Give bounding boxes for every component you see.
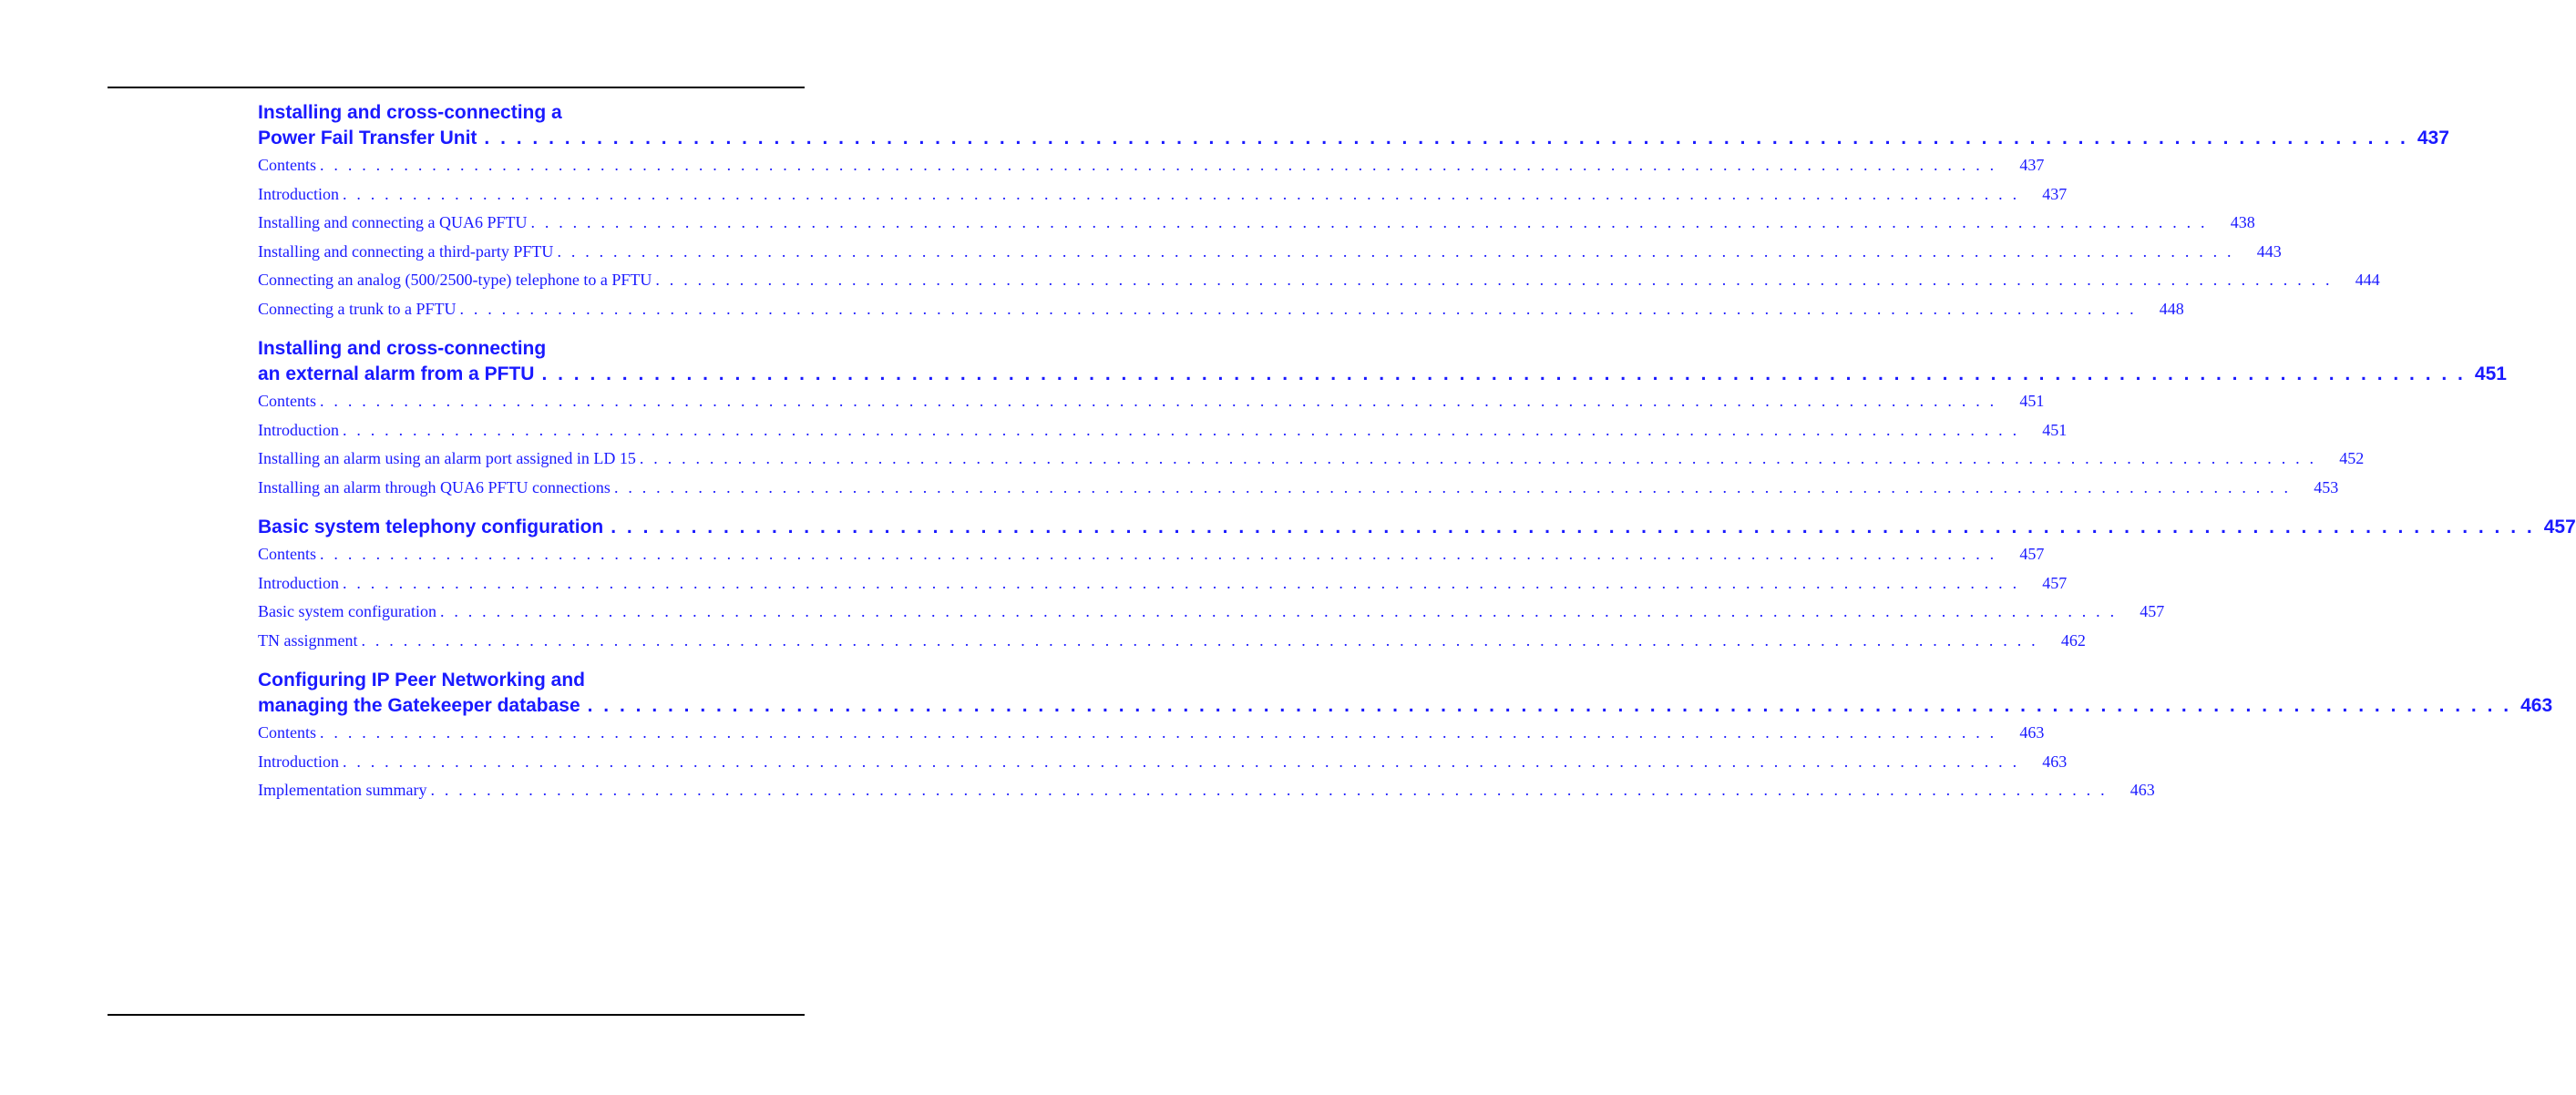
toc-entry-page-number: 463 <box>2042 752 2068 771</box>
dot-leader: . . . . . . . . . . . . . . . . . . . . . . . . . . . . . . . . . . . . . . . . . . . . . . . . . . . . . . . . . . . . . . . . . . . . . . . . . . . . . . . . . . . . . . . . . . . . . . . . . . . . . . . . . . . . . . . . . . . . . . . . <box>320 392 1997 410</box>
section-heading[interactable] <box>258 668 2553 719</box>
toc-entry-page-number: 463 <box>2019 723 2045 742</box>
toc-section <box>258 100 2449 323</box>
toc-section <box>258 336 2507 502</box>
section-heading-line: Basic system telephony configuration <box>258 517 604 537</box>
toc-entry-page-number: 452 <box>2339 449 2365 467</box>
dot-leader: . . . . . . . . . . . . . . . . . . . . . . . . . . . . . . . . . . . . . . . . . . . . . . . . . . . . . . . . . . . . . . . . . . . . . . . . . . . . . . . . . . . . . . . . . . . . . . . . . . . . . . . . . . . . . . . . . . . . . . . . <box>430 781 2108 799</box>
toc-entry-label: TN assignment <box>258 630 358 650</box>
section-page-number: 457 <box>2543 517 2576 537</box>
dot-leader: . . . . . . . . . . . . . . . . . . . . . . . . . . . . . . . . . . . . . . . . . . . . . . . . . . . . . . . . . . . . . . . . . . . . . . . . . . . . . . . . . . . . . . . . . . . . . . . . . . . . . . . . . . . . . . . . . . . . . . . . <box>611 517 2535 537</box>
toc-entry-label: Connecting a trunk to a PFTU <box>258 299 457 318</box>
footer-rule <box>108 1014 805 1016</box>
toc-entry[interactable] <box>258 474 2339 503</box>
section-heading-line: Installing and cross-connecting <box>258 338 547 359</box>
toc-section <box>258 515 2576 655</box>
toc-entry-page-number: 457 <box>2019 545 2045 563</box>
toc-entry[interactable] <box>258 776 2155 805</box>
header-rule <box>108 87 805 88</box>
section-page-number: 437 <box>2417 128 2449 148</box>
toc-entry-label: Contents <box>258 156 317 174</box>
dot-leader: . . . . . . . . . . . . . . . . . . . . . . . . . . . . . . . . . . . . . . . . . . . . . . . . . . . . . . . . . . . . . . . . . . . . . . . . . . . . . . . . . . . . . . . . . . . . . . . . . . . . . . . . . . . . . . . . . . . . . . . . <box>639 449 2317 467</box>
toc-entry-page-number: 444 <box>2355 271 2380 289</box>
toc-entry-label: Installing an alarm through QUA6 PFTU connections <box>258 477 611 496</box>
dot-leader: . . . . . . . . . . . . . . . . . . . . . . . . . . . . . . . . . . . . . . . . . . . . . . . . . . . . . . . . . . . . . . . . . . . . . . . . . . . . . . . . . . . . . . . . . . . . . . . . . . . . . . . . . . . . . . . . . . . . . . . . <box>361 630 2038 650</box>
toc-entry[interactable] <box>258 238 2282 267</box>
toc-entry-page-number: 457 <box>2140 602 2165 620</box>
toc-entry-page-number: 443 <box>2256 241 2282 261</box>
toc-entry[interactable] <box>258 151 2045 180</box>
toc-entry[interactable] <box>258 445 2365 474</box>
toc-entry[interactable] <box>258 180 2068 210</box>
toc-entry-label: Basic system configuration <box>258 602 436 620</box>
section-heading-line: Configuring IP Peer Networking and <box>258 670 585 691</box>
toc-entry-label: Installing and connecting a QUA6 PFTU <box>258 213 528 231</box>
toc-entry[interactable] <box>258 295 2184 324</box>
dot-leader: . . . . . . . . . . . . . . . . . . . . . . . . . . . . . . . . . . . . . . . . . . . . . . . . . . . . . . . . . . . . . . . . . . . . . . . . . . . . . . . . . . . . . . . . . . . . . . . . . . . . . . . . . . . . . . . . . . . . . . . . <box>459 299 2137 318</box>
toc-entry[interactable] <box>258 387 2045 416</box>
toc-entry[interactable] <box>258 209 2255 238</box>
toc-entry-label: Installing and connecting a third-party PFTU <box>258 241 554 261</box>
dot-leader: . . . . . . . . . . . . . . . . . . . . . . . . . . . . . . . . . . . . . . . . . . . . . . . . . . . . . . . . . . . . . . . . . . . . . . . . . . . . . . . . . . . . . . . . . . . . . . . . . . . . . . . . . . . . . . . . . . . . . . . . <box>541 363 2466 384</box>
dot-leader: . . . . . . . . . . . . . . . . . . . . . . . . . . . . . . . . . . . . . . . . . . . . . . . . . . . . . . . . . . . . . . . . . . . . . . . . . . . . . . . . . . . . . . . . . . . . . . . . . . . . . . . . . . . . . . . . . . . . . . . . <box>342 573 2020 592</box>
toc-entry[interactable] <box>258 569 2068 599</box>
dot-leader: . . . . . . . . . . . . . . . . . . . . . . . . . . . . . . . . . . . . . . . . . . . . . . . . . . . . . . . . . . . . . . . . . . . . . . . . . . . . . . . . . . . . . . . . . . . . . . . . . . . . . . . . . . . . . . . . . . . . . . . . <box>320 723 1997 742</box>
toc-entry-page-number: 448 <box>2159 299 2184 318</box>
dot-leader: . . . . . . . . . . . . . . . . . . . . . . . . . . . . . . . . . . . . . . . . . . . . . . . . . . . . . . . . . . . . . . . . . . . . . . . . . . . . . . . . . . . . . . . . . . . . . . . . . . . . . . . . . . . . . . . . . . . . . . . . <box>655 271 2333 289</box>
toc-entry-page-number: 453 <box>2314 477 2339 496</box>
toc-entry-page-number: 437 <box>2019 156 2045 174</box>
table-of-contents <box>258 100 2576 818</box>
section-heading-line: an external alarm from a PFTU <box>258 363 535 384</box>
section-heading[interactable] <box>258 100 2449 151</box>
toc-entry-page-number: 451 <box>2042 420 2068 439</box>
dot-leader: . . . . . . . . . . . . . . . . . . . . . . . . . . . . . . . . . . . . . . . . . . . . . . . . . . . . . . . . . . . . . . . . . . . . . . . . . . . . . . . . . . . . . . . . . . . . . . . . . . . . . . . . . . . . . . . . . . . . . . . . <box>530 213 2208 231</box>
toc-entry-page-number: 438 <box>2230 213 2255 231</box>
section-page-number: 463 <box>2520 695 2553 716</box>
dot-leader: . . . . . . . . . . . . . . . . . . . . . . . . . . . . . . . . . . . . . . . . . . . . . . . . . . . . . . . . . . . . . . . . . . . . . . . . . . . . . . . . . . . . . . . . . . . . . . . . . . . . . . . . . . . . . . . . . . . . . . . . <box>587 695 2512 716</box>
toc-entry-label: Implementation summary <box>258 781 427 799</box>
dot-leader: . . . . . . . . . . . . . . . . . . . . . . . . . . . . . . . . . . . . . . . . . . . . . . . . . . . . . . . . . . . . . . . . . . . . . . . . . . . . . . . . . . . . . . . . . . . . . . . . . . . . . . . . . . . . . . . . . . . . . . . . <box>320 156 1997 174</box>
toc-entry[interactable] <box>258 416 2068 445</box>
section-heading[interactable] <box>258 515 2576 540</box>
toc-entry-page-number: 457 <box>2042 573 2068 592</box>
dot-leader: . . . . . . . . . . . . . . . . . . . . . . . . . . . . . . . . . . . . . . . . . . . . . . . . . . . . . . . . . . . . . . . . . . . . . . . . . . . . . . . . . . . . . . . . . . . . . . . . . . . . . . . . . . . . . . . . . . . . . . . . <box>342 420 2020 439</box>
section-heading-line: managing the Gatekeeper database <box>258 695 580 716</box>
toc-entry[interactable] <box>258 719 2045 748</box>
dot-leader: . . . . . . . . . . . . . . . . . . . . . . . . . . . . . . . . . . . . . . . . . . . . . . . . . . . . . . . . . . . . . . . . . . . . . . . . . . . . . . . . . . . . . . . . . . . . . . . . . . . . . . . . . . . . . . . . . . . . . . . . <box>557 241 2234 261</box>
dot-leader: . . . . . . . . . . . . . . . . . . . . . . . . . . . . . . . . . . . . . . . . . . . . . . . . . . . . . . . . . . . . . . . . . . . . . . . . . . . . . . . . . . . . . . . . . . . . . . . . . . . . . . . . . . . . . . . . . . . . . . . . <box>613 477 2292 496</box>
toc-entry-label: Connecting an analog (500/2500-type) telephone to a PFTU <box>258 271 652 289</box>
dot-leader: . . . . . . . . . . . . . . . . . . . . . . . . . . . . . . . . . . . . . . . . . . . . . . . . . . . . . . . . . . . . . . . . . . . . . . . . . . . . . . . . . . . . . . . . . . . . . . . . . . . . . . . . . . . . . . . . . . . . . . . . <box>342 184 2020 203</box>
dot-leader: . . . . . . . . . . . . . . . . . . . . . . . . . . . . . . . . . . . . . . . . . . . . . . . . . . . . . . . . . . . . . . . . . . . . . . . . . . . . . . . . . . . . . . . . . . . . . . . . . . . . . . . . . . . . . . . . . . . . . . . . <box>342 752 2020 771</box>
toc-entry-label: Contents <box>258 392 317 410</box>
section-page-number: 451 <box>2474 363 2507 384</box>
section-heading-line: Installing and cross-connecting a <box>258 102 562 123</box>
toc-entry-label: Contents <box>258 723 317 742</box>
dot-leader: . . . . . . . . . . . . . . . . . . . . . . . . . . . . . . . . . . . . . . . . . . . . . . . . . . . . . . . . . . . . . . . . . . . . . . . . . . . . . . . . . . . . . . . . . . . . . . . . . . . . . . . . . . . . . . . . . . . . . . . . <box>484 128 2408 148</box>
toc-entry[interactable] <box>258 627 2086 656</box>
dot-leader: . . . . . . . . . . . . . . . . . . . . . . . . . . . . . . . . . . . . . . . . . . . . . . . . . . . . . . . . . . . . . . . . . . . . . . . . . . . . . . . . . . . . . . . . . . . . . . . . . . . . . . . . . . . . . . . . . . . . . . . . <box>320 545 1997 563</box>
section-heading[interactable] <box>258 336 2507 387</box>
toc-entry[interactable] <box>258 748 2068 777</box>
toc-entry-label: Installing an alarm using an alarm port assigned in LD 15 <box>258 449 636 467</box>
toc-entry[interactable] <box>258 598 2165 627</box>
toc-entry[interactable] <box>258 266 2380 295</box>
toc-entry[interactable] <box>258 540 2045 569</box>
toc-entry-label: Contents <box>258 545 317 563</box>
toc-entry-label: Introduction <box>258 184 339 203</box>
toc-entry-label: Introduction <box>258 573 339 592</box>
toc-entry-page-number: 462 <box>2060 630 2086 650</box>
toc-entry-label: Introduction <box>258 420 339 439</box>
toc-entry-page-number: 451 <box>2019 392 2045 410</box>
section-heading-line: Power Fail Transfer Unit <box>258 128 477 148</box>
dot-leader: . . . . . . . . . . . . . . . . . . . . . . . . . . . . . . . . . . . . . . . . . . . . . . . . . . . . . . . . . . . . . . . . . . . . . . . . . . . . . . . . . . . . . . . . . . . . . . . . . . . . . . . . . . . . . . . . . . . . . . . . <box>439 602 2118 620</box>
toc-section <box>258 668 2553 805</box>
toc-entry-page-number: 437 <box>2042 184 2068 203</box>
toc-entry-page-number: 463 <box>2130 781 2155 799</box>
toc-entry-label: Introduction <box>258 752 339 771</box>
